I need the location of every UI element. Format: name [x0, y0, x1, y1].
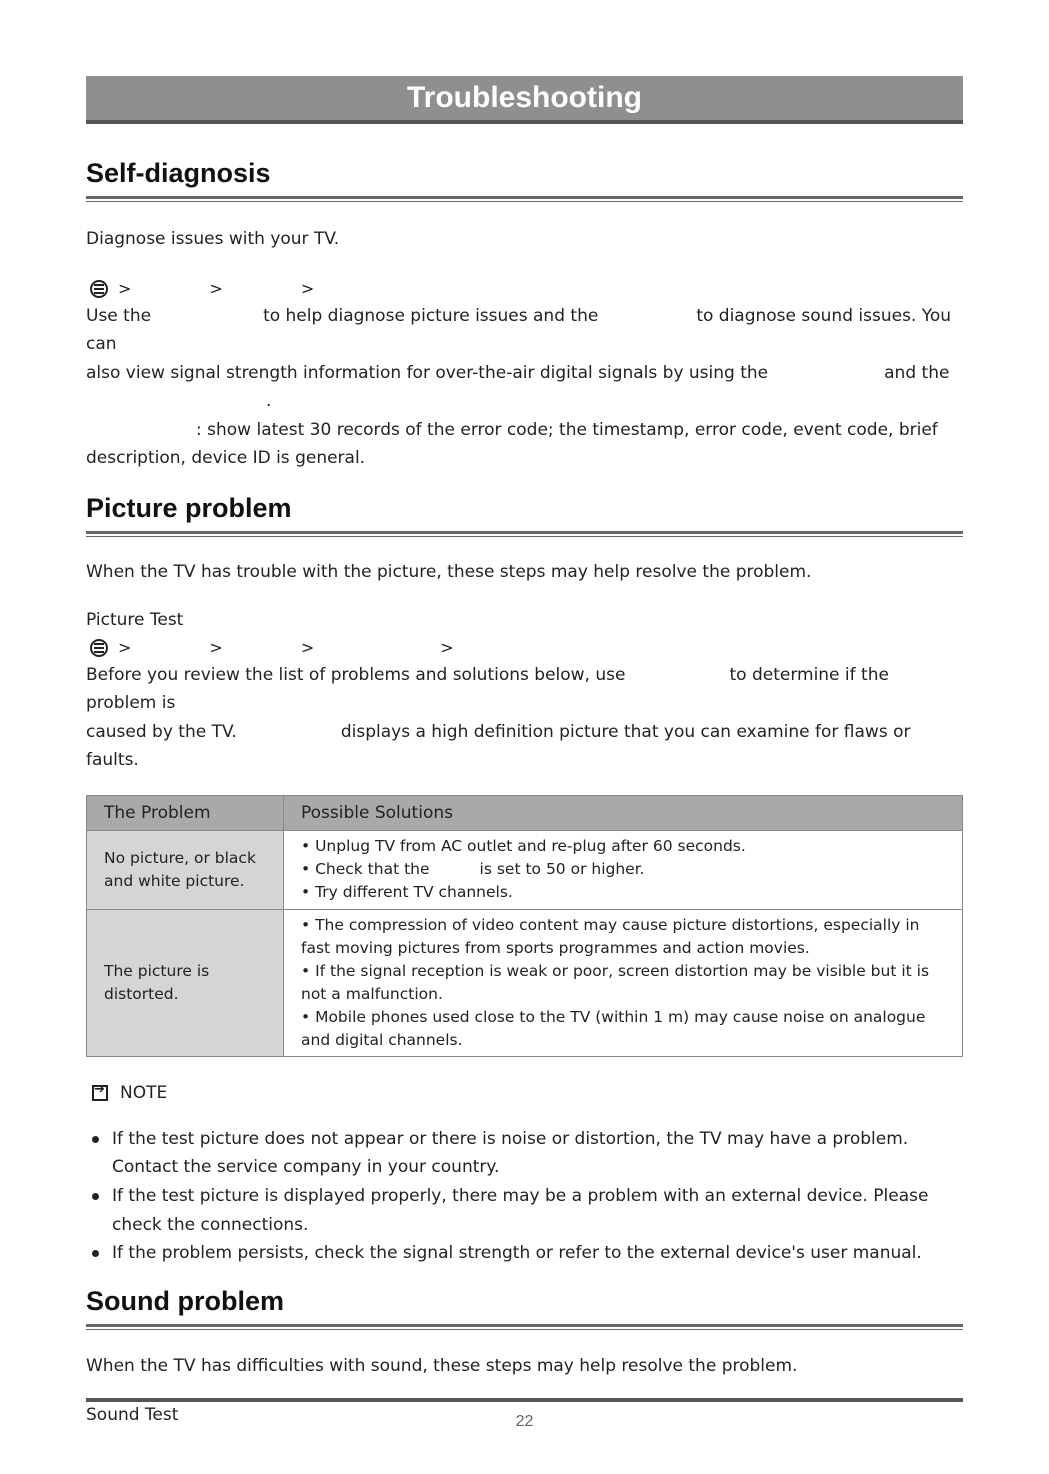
note-header — [86, 1081, 963, 1105]
page-number: 22 — [515, 1413, 534, 1430]
path-separator: > — [118, 279, 132, 298]
self-diagnosis-section — [86, 156, 963, 473]
table-header-row — [87, 795, 963, 830]
self-diagnosis-intro: Diagnose issues with your TV. — [86, 229, 340, 249]
text-fragment: and the — [884, 362, 950, 383]
table-header-cell: The Problem — [87, 795, 284, 830]
error-code-paragraph — [86, 416, 963, 473]
footer-rule — [86, 1398, 963, 1402]
text-fragment: is set to 50 or higher. — [479, 860, 645, 878]
problem-solution-table — [86, 795, 963, 1057]
text-fragment: Before you review the list of problems and solutions below, use — [86, 664, 626, 685]
text-fragment: : show latest 30 records of the error code; the timestamp, error code, event code, brief — [196, 419, 938, 440]
section-divider — [86, 1324, 963, 1330]
path-separator: > — [300, 279, 315, 298]
list-item: If the problem persists, check the signal strength or refer to the external device's user manual. — [112, 1239, 963, 1268]
solution-line — [301, 858, 945, 881]
text-fragment: also view signal strength information for over-the-air digital signals by using the — [86, 362, 769, 383]
list-item: If the test picture is displayed properly, there may be a problem with an external device. Please check the connections. — [112, 1182, 963, 1239]
picture-problem-heading: Picture problem — [86, 492, 292, 523]
menu-path — [86, 635, 963, 661]
problem-cell: The picture is distorted. — [87, 909, 284, 1056]
solution-line: • Unplug TV from AC outlet and re-plug after 60 seconds. — [301, 837, 746, 855]
text-fragment: displays a high definition picture that you can examine for flaws or faults. — [86, 721, 911, 770]
path-separator: > — [209, 638, 223, 657]
menu-icon — [90, 280, 108, 298]
sound-test-label: Sound Test — [86, 1404, 179, 1425]
table-row — [87, 830, 963, 909]
note-arrow-icon — [92, 1085, 108, 1101]
sound-problem-heading: Sound problem — [86, 1286, 284, 1317]
menu-icon — [90, 639, 108, 657]
solution-line: • If the signal reception is weak or poor, screen distortion may be visible but it is not a malfunction. — [301, 961, 930, 1003]
section-divider — [86, 531, 963, 537]
text-fragment: description, device ID is general. — [86, 448, 366, 468]
solution-line: • The compression of video content may cause picture distortions, especially in fast moving pictures from sports programmes and action movies. — [301, 915, 920, 957]
path-separator: > — [118, 638, 132, 657]
text-fragment: • Check that the — [301, 860, 430, 878]
picture-test-paragraph — [86, 661, 963, 775]
table-header-cell: Possible Solutions — [284, 795, 963, 830]
picture-test-label: Picture Test — [86, 610, 184, 630]
picture-problem-section — [86, 491, 963, 1269]
text-fragment: Use the — [86, 305, 152, 326]
text-fragment: to help diagnose picture issues and the — [263, 305, 599, 326]
section-divider — [86, 196, 963, 202]
note-list — [86, 1125, 963, 1269]
menu-path — [86, 276, 963, 302]
path-separator: > — [209, 279, 223, 298]
sound-problem-section — [86, 1284, 963, 1429]
text-fragment: caused by the TV. — [86, 721, 237, 742]
page-content — [86, 76, 963, 1429]
sound-problem-intro: When the TV has difficulties with sound, these steps may help resolve the problem. — [86, 1356, 798, 1377]
path-separator: > — [300, 638, 315, 657]
text-fragment: to determine if the problem is — [86, 664, 889, 713]
solution-cell — [284, 909, 963, 1056]
path-separator: > — [440, 638, 454, 657]
problem-cell: No picture, or black and white picture. — [87, 830, 284, 909]
table-row — [87, 909, 963, 1056]
list-item: If the test picture does not appear or there is noise or distortion, the TV may have a problem. Contact the service company in your country. — [112, 1125, 963, 1182]
note-label: NOTE — [120, 1082, 168, 1103]
solution-line: • Try different TV channels. — [301, 883, 513, 901]
solution-cell — [284, 830, 963, 909]
self-diagnosis-paragraph — [86, 302, 963, 416]
text-fragment: . — [266, 391, 272, 411]
page-banner: Troubleshooting — [86, 76, 963, 124]
text-fragment: to diagnose sound issues. You can — [86, 305, 952, 354]
self-diagnosis-heading: Self-diagnosis — [86, 158, 271, 188]
solution-line: • Mobile phones used close to the TV (within 1 m) may cause noise on analogue and digital channels. — [301, 1007, 926, 1049]
picture-problem-intro: When the TV has trouble with the picture, these steps may help resolve the problem. — [86, 561, 812, 582]
